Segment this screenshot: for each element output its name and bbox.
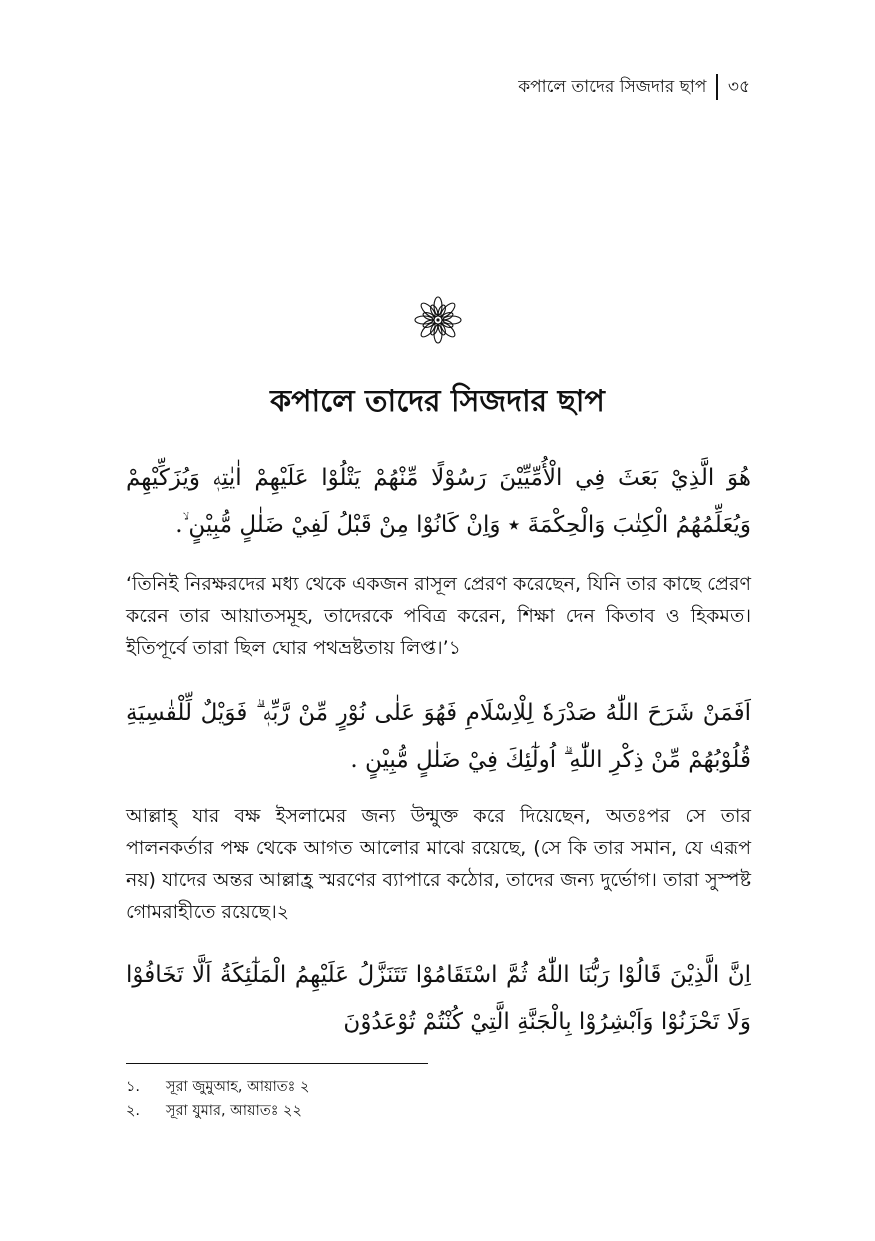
footnote-item (126, 1075, 309, 1099)
footnote-divider (126, 1063, 428, 1064)
bangla-translation-2: আল্লাহ্ যার বক্ষ ইসলামের জন্য উন্মুক্ত করে দিয়েছেন, অতঃপর সে তার পালনকর্তার পক্ষ থেকে আগত আলোর মাঝে রয়েছে, (সে কি তার সমান, যে এরূপ নয়) যাদের অন্তর আল্লাহ্র স্মরণের ব্যাপারে কঠোর, তাদের জন্য দুর্ভোগ। তারা সুস্পষ্ট গোমরাহীতে রয়েছে।২ (126, 805, 751, 923)
header-divider (716, 74, 718, 100)
chapter-title: কপালে তাদের সিজদার ছাপ (270, 384, 605, 419)
footnote-text: সূরা যুমার, আয়াতঃ ২২ (166, 1103, 302, 1119)
footnote-item (126, 1099, 309, 1123)
running-title: কপালে তাদের সিজদার ছাপ (518, 77, 707, 97)
footnote-number: ২. (126, 1103, 141, 1119)
page-number: ৩৫ (727, 77, 750, 97)
arabic-verse-3: اِنَّ الَّذِيْنَ قَالُوْا رَبُّنَا اللّٰهُ ثُمَّ اسْتَقَامُوْا تَتَنَزَّلُ عَلَيْهِمُ الْمَلٰٓئِكَةُ اَلَّا تَخَافُوْا وَلَا تَحْزَنُوْا وَاَبْشِرُوْا بِالْجَنَّةِ الَّتِيْ كُنْتُمْ تُوْعَدُوْنَ (126, 962, 751, 1035)
bangla-translation-1: ‘তিনিই নিরক্ষরদের মধ্য থেকে একজন রাসূল প্রেরণ করেছেন, যিনি তার কাছে প্রেরণ করেন তার আয়াতসমূহ, তাদেরকে পবিত্র করেন, শিক্ষা দেন কিতাব ও হিকমত। ইতিপূর্বে তারা ছিল ঘোর পথভ্রষ্টতায় লিপ্ত।’১ (126, 573, 751, 659)
floral-ornament-icon (414, 296, 462, 344)
footnote-number: ১. (126, 1079, 141, 1095)
arabic-verse-1: هُوَ الَّذِيْ بَعَثَ فِي الْأُمِّيِّيْنَ رَسُوْلًا مِّنْهُمْ يَتْلُوْا عَلَيْهِمْ اٰيٰتِهٖ وَيُزَكِّيْهِمْ وَيُعَلِّمُهُمُ الْكِتٰبَ وَالْحِكْمَةَ ٭ وَاِنْ كَانُوْا مِنْ قَبْلُ لَفِيْ ضَلٰلٍ مُّبِيْنٍ ۙ. (126, 465, 751, 538)
footnote-text: সূরা জুমুআহ, আয়াতঃ ২ (166, 1079, 310, 1095)
footnotes (126, 1075, 309, 1123)
arabic-verse-2: اَفَمَنْ شَرَحَ اللّٰهُ صَدْرَهٗ لِلْاِسْلَامِ فَهُوَ عَلٰى نُوْرٍ مِّنْ رَّبِّهٖ ۗ فَوَيْلٌ لِّلْقٰسِيَةِ قُلُوْبُهُمْ مِّنْ ذِكْرِ اللّٰهِ ۗ اُولٰٓئِكَ فِيْ ضَلٰلٍ مُّبِيْنٍ . (126, 700, 751, 773)
running-header (518, 74, 750, 100)
